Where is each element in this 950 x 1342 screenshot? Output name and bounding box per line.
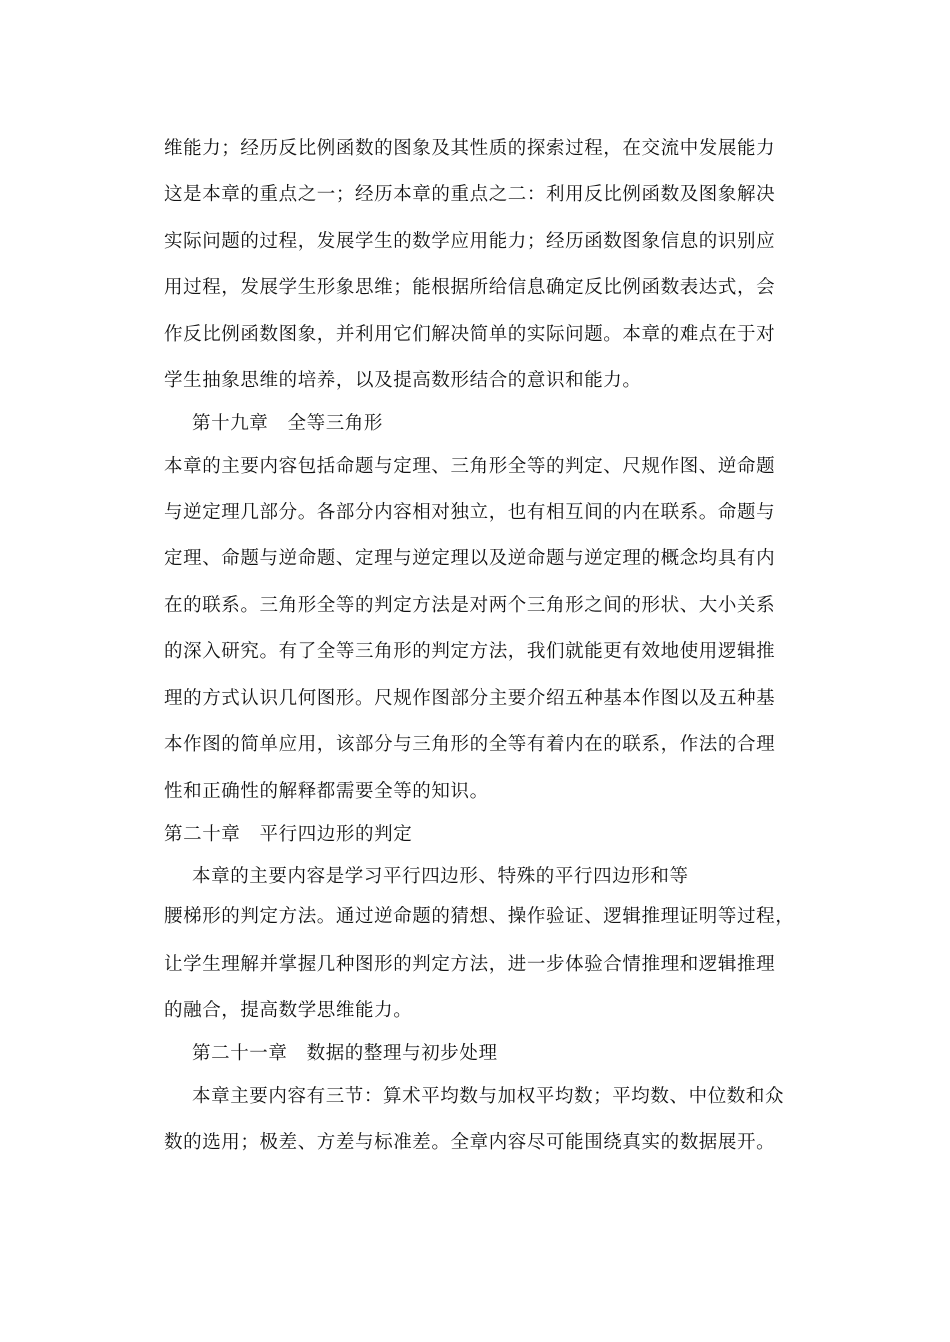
paragraph-line: 维能力；经历反比例函数的图象及其性质的探索过程，在交流中发展能力 — [164, 138, 776, 159]
paragraph-line: 数的选用；极差、方差与标准差。全章内容尽可能围绕真实的数据展开。 — [164, 1132, 776, 1153]
section-heading: 第二十一章 数据的整理与初步处理 — [192, 1043, 498, 1064]
paragraph-line: 本章的主要内容包括命题与定理、三角形全等的判定、尺规作图、逆命题 — [164, 456, 776, 477]
paragraph-line: 学生抽象思维的培养，以及提高数形结合的意识和能力。 — [164, 370, 642, 391]
paragraph-line: 的深入研究。有了全等三角形的判定方法，我们就能更有效地使用逻辑推 — [164, 641, 776, 662]
paragraph-line: 让学生理解并掌握几种图形的判定方法，进一步体验合情推理和逻辑推理 — [164, 954, 776, 975]
paragraph-line: 与逆定理几部分。各部分内容相对独立，也有相互间的内在联系。命题与 — [164, 502, 776, 523]
section-heading: 第十九章 全等三角形 — [192, 413, 384, 434]
paragraph-line: 本作图的简单应用，该部分与三角形的全等有着内在的联系，作法的合理 — [164, 734, 776, 755]
paragraph-line: 这是本章的重点之一；经历本章的重点之二：利用反比例函数及图象解决 — [164, 184, 776, 205]
paragraph-line: 理的方式认识几何图形。尺规作图部分主要介绍五种基本作图以及五种基 — [164, 688, 776, 709]
paragraph-line: 作反比例函数图象，并利用它们解决简单的实际问题。本章的难点在于对 — [164, 324, 776, 345]
paragraph-line: 的融合，提高数学思维能力。 — [164, 1000, 413, 1021]
paragraph-line: 在的联系。三角形全等的判定方法是对两个三角形之间的形状、大小关系 — [164, 595, 776, 616]
paragraph-line: 实际问题的过程，发展学生的数学应用能力；经历函数图象信息的识别应 — [164, 231, 776, 252]
paragraph-line: 本章主要内容有三节：算术平均数与加权平均数；平均数、中位数和众 — [192, 1086, 785, 1107]
paragraph-line: 腰梯形的判定方法。通过逆命题的猜想、操作验证、逻辑推理证明等过程， — [164, 906, 795, 927]
paragraph-line: 性和正确性的解释都需要全等的知识。 — [164, 781, 489, 802]
paragraph-line: 本章的主要内容是学习平行四边形、特殊的平行四边形和等 — [192, 866, 689, 887]
paragraph-line: 用过程，发展学生形象思维；能根据所给信息确定反比例函数表达式，会 — [164, 277, 776, 298]
section-heading: 第二十章 平行四边形的判定 — [164, 824, 413, 845]
paragraph-line: 定理、命题与逆命题、定理与逆定理以及逆命题与逆定理的概念均具有内 — [164, 548, 776, 569]
